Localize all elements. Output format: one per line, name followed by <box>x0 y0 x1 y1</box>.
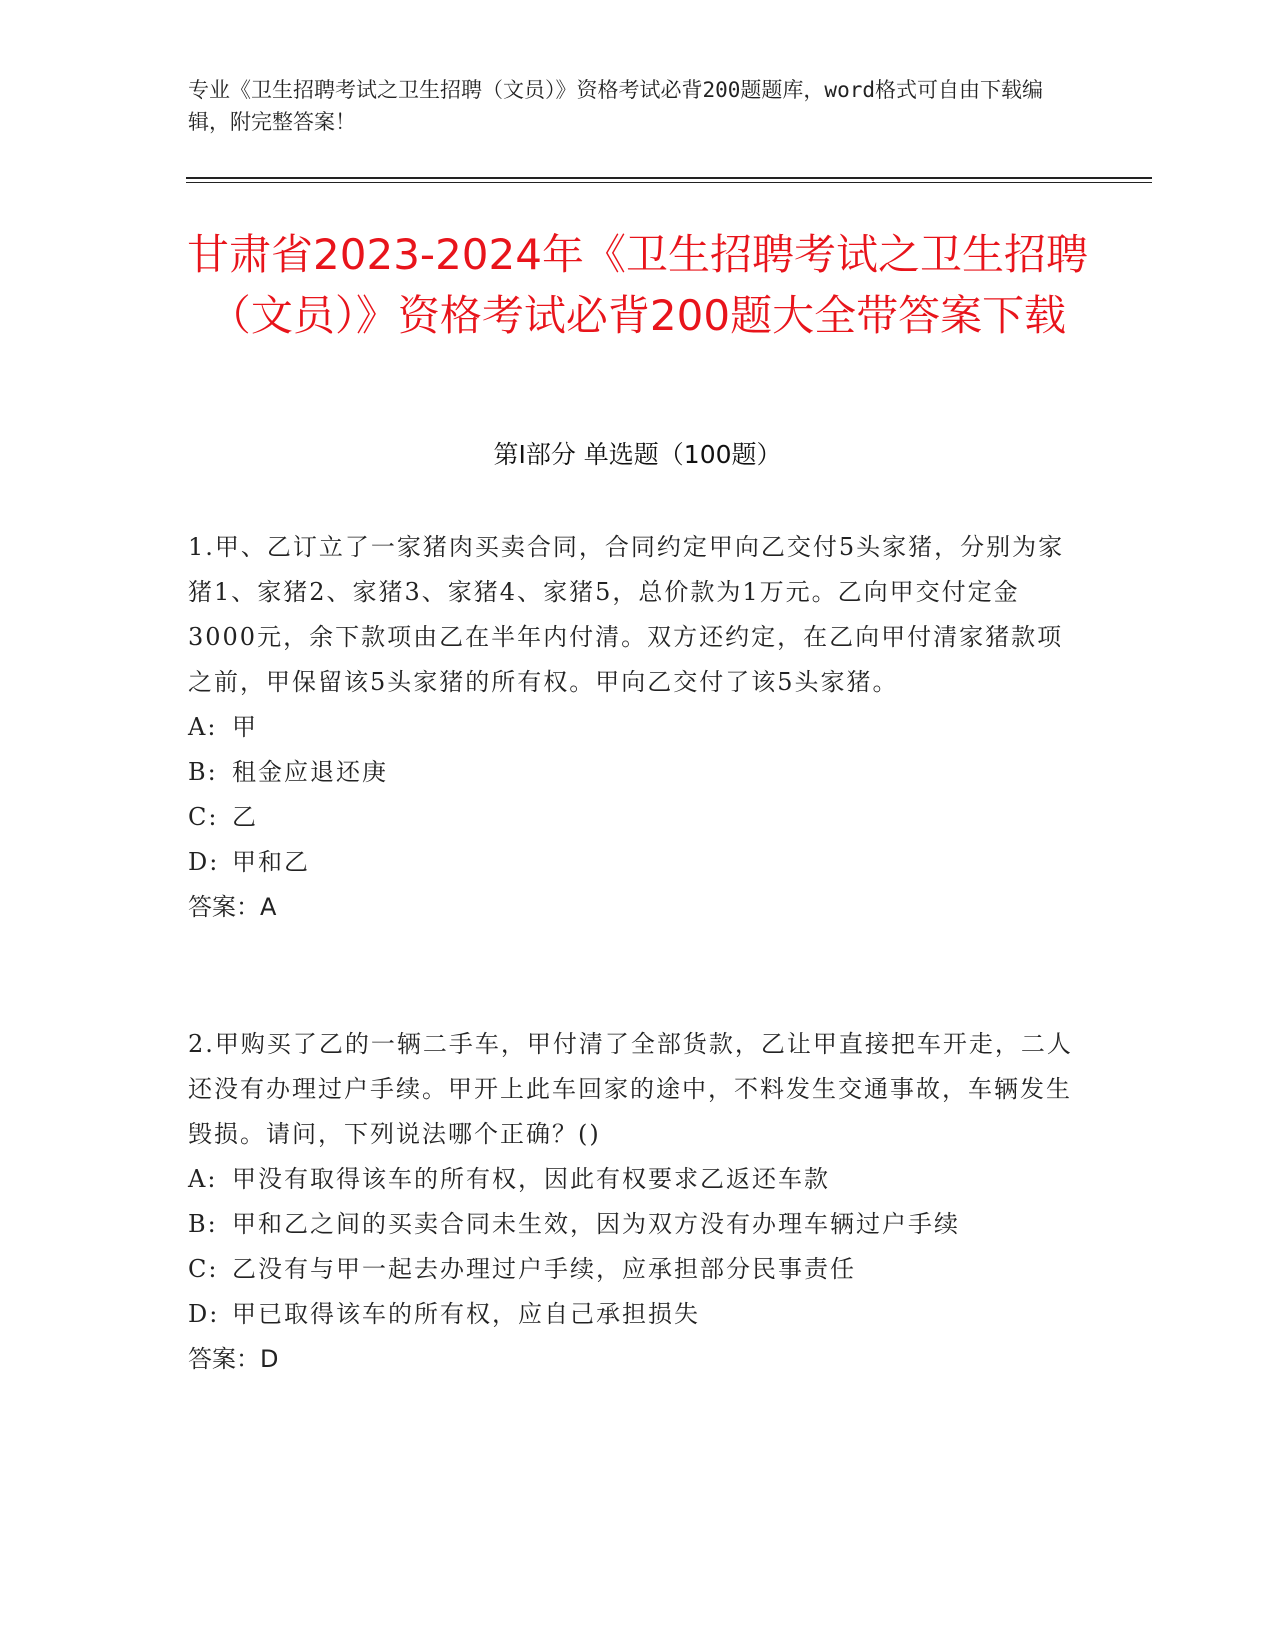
question-1 <box>188 525 1078 930</box>
document-title: 甘肃省2023-2024年《卫生招聘考试之卫生招聘（文员）》资格考试必背200题大全带答案下载 <box>187 230 1088 340</box>
option-text: 甲 <box>232 713 258 741</box>
option-key: D: <box>188 848 220 876</box>
option-key: B: <box>188 1210 218 1238</box>
option-text: 甲没有取得该车的所有权，因此有权要求乙返还车款 <box>232 1165 830 1193</box>
option-text: 乙没有与甲一起去办理过户手续，应承担部分民事责任 <box>232 1255 856 1283</box>
option-text: 甲已取得该车的所有权，应自己承担损失 <box>232 1300 700 1328</box>
question-answer: 答案：A <box>188 893 277 921</box>
option-a <box>188 705 1078 750</box>
section-title: 第Ⅰ部分 单选题（100题） <box>493 440 782 469</box>
option-key: A: <box>188 1165 218 1193</box>
option-c <box>188 795 1078 840</box>
question-answer: 答案：D <box>188 1345 279 1373</box>
question-stem: 1.甲、乙订立了一家猪肉买卖合同，合同约定甲向乙交付5头家猪，分别为家猪1、家猪2、家猪3、家猪4、家猪5，总价款为1万元。乙向甲交付定金3000元，余下款项由乙在半年内付清。双方还约定，在乙向甲付清家猪款项之前，甲保留该5头家猪的所有权。甲向乙交付了该5头家猪。 <box>188 533 1065 696</box>
option-b <box>188 1202 1078 1247</box>
option-text: 甲和乙之间的买卖合同未生效，因为双方没有办理车辆过户手续 <box>232 1210 960 1238</box>
option-c <box>188 1247 1078 1292</box>
option-b <box>188 750 1078 795</box>
option-key: B: <box>188 758 218 786</box>
header-note: 专业《卫生招聘考试之卫生招聘（文员）》资格考试必背200题题库，word格式可自由下载编辑，附完整答案！ <box>188 78 1043 134</box>
option-key: D: <box>188 1300 220 1328</box>
option-key: C: <box>188 803 219 831</box>
option-d <box>188 1292 1078 1337</box>
option-key: A: <box>188 713 218 741</box>
option-text: 租金应退还庚 <box>232 758 388 786</box>
question-2 <box>188 1022 1078 1382</box>
option-a <box>188 1157 1078 1202</box>
option-text: 乙 <box>232 803 258 831</box>
header-rule-thick <box>186 177 1152 179</box>
question-stem: 2.甲购买了乙的一辆二手车，甲付清了全部货款，乙让甲直接把车开走，二人还没有办理过户手续。甲开上此车回家的途中，不料发生交通事故，车辆发生毁损。请问，下列说法哪个正确？() <box>188 1030 1073 1148</box>
option-key: C: <box>188 1255 219 1283</box>
option-d <box>188 840 1078 885</box>
option-text: 甲和乙 <box>232 848 310 876</box>
header-rule-thin <box>186 182 1152 183</box>
